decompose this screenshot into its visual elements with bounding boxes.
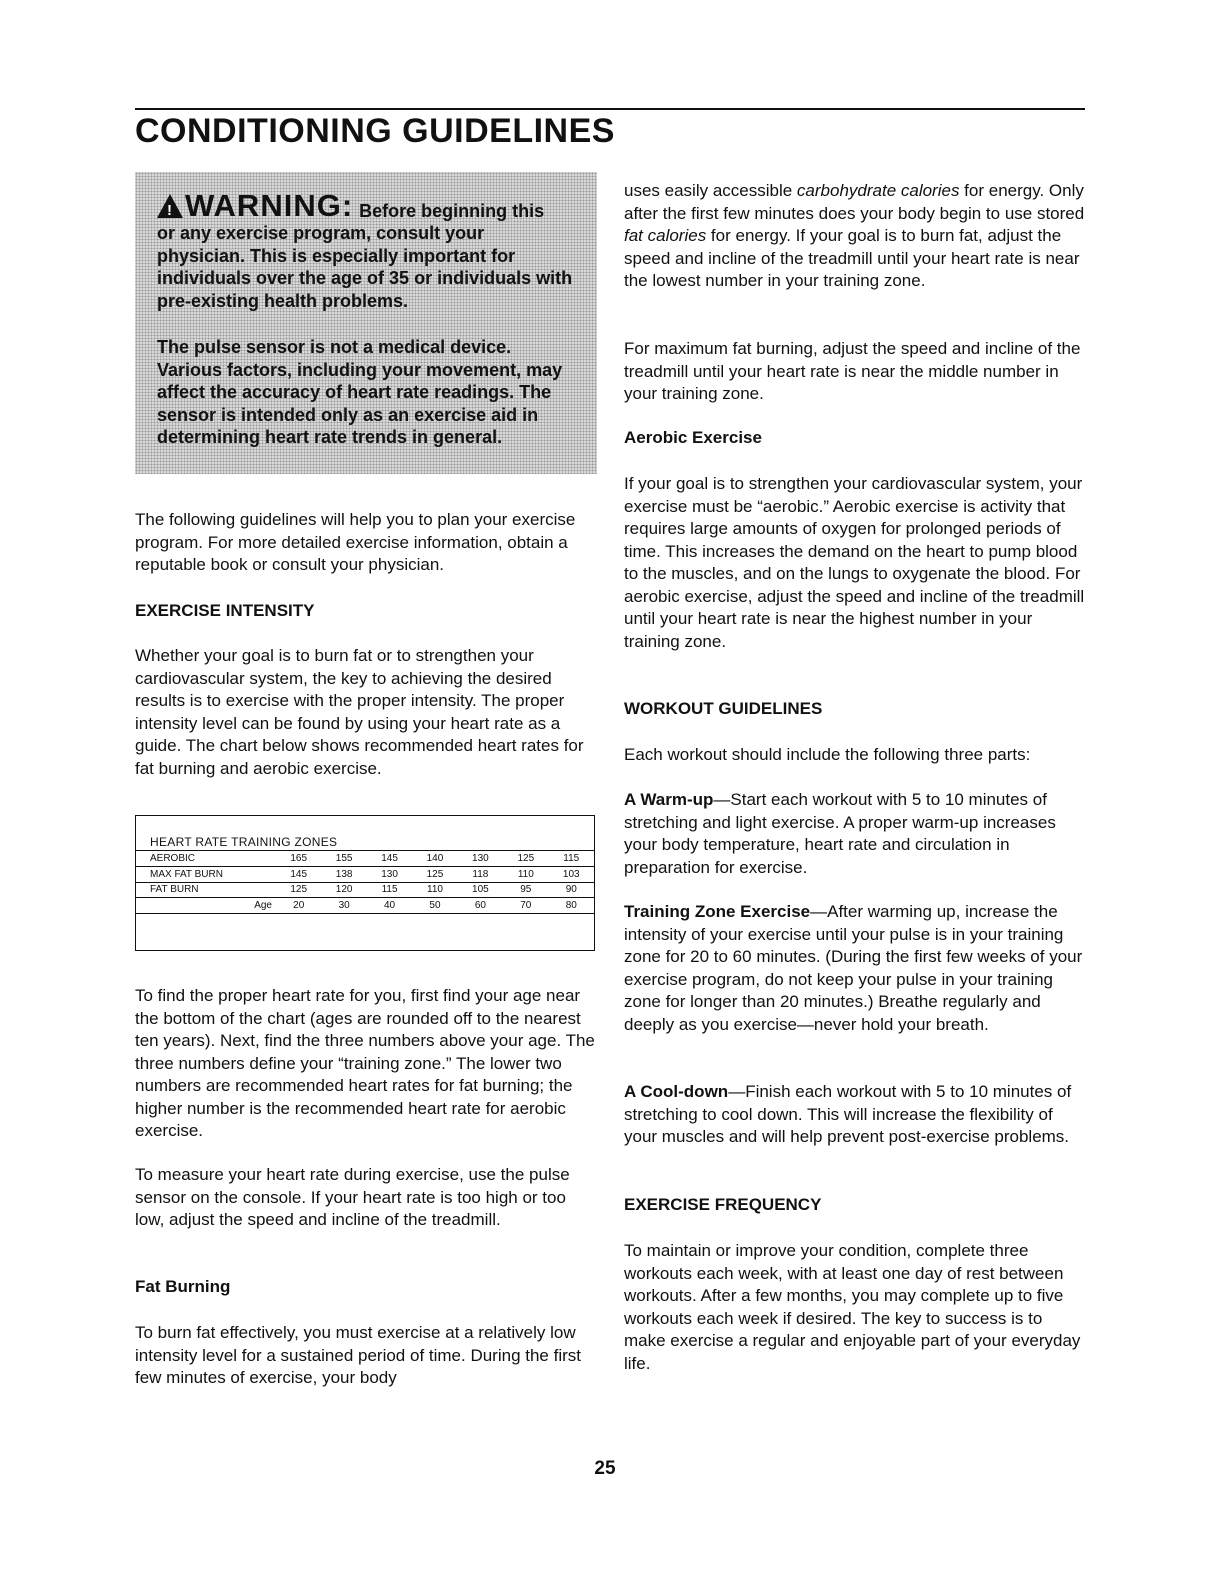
max-fat-paragraph: For maximum fat burning, adjust the speed and incline of the treadmill until your heart rate is near the middle number in your training zone. <box>624 339 1081 403</box>
table-row <box>136 851 594 866</box>
age-cell: 60 <box>458 898 503 914</box>
intro-paragraph: The following guidelines will help you to plan your exercise program. For more detailed exercise information, obtain a reputable book or consult your physician. <box>135 510 576 574</box>
heart-rate-cell: 115 <box>367 882 412 898</box>
row-label: FAT BURN <box>136 882 276 898</box>
page-number: 25 <box>594 1458 616 1479</box>
warning-heading <box>157 190 577 222</box>
warning-word: WARNING: <box>185 188 354 223</box>
age-cell: 30 <box>321 898 366 914</box>
find-rate-paragraph: To find the proper heart rate for you, first find your age near the bottom of the chart (ages are rounded off to the nearest ten years). Next, find the three numbers above your age. The three numbers define your “training zone.” The lower two numbers are recommended heart rates for fat burning; the higher number is the recommended heart rate for aerobic exercise. <box>135 986 595 1140</box>
age-cell: 80 <box>549 898 594 914</box>
age-cell: 20 <box>276 898 321 914</box>
warning-triangle-icon: ! <box>157 194 183 218</box>
workout-guidelines-heading: WORKOUT GUIDELINES <box>624 699 823 718</box>
age-cell: 70 <box>503 898 548 914</box>
warning-text <box>157 190 577 449</box>
heart-rate-cell: 145 <box>367 851 412 866</box>
chart-title: HEART RATE TRAINING ZONES <box>150 835 338 849</box>
training-zone-paragraph: Training Zone Exercise—After warming up, increase the intensity of your exercise until your pulse is in your training zone for 20 to 60 minutes. (During the first few weeks of your exercise program, do not keep your pulse in your training zone for longer than 20 minutes.) Breathe regularly and deeply as you exercise—never hold your breath. <box>624 902 1083 1034</box>
heart-rate-cell: 105 <box>458 882 503 898</box>
title-rule <box>135 108 1085 110</box>
heart-rate-cell: 95 <box>503 882 548 898</box>
fat-burning-paragraph: To burn fat effectively, you must exercise at a relatively low intensity level for a sustained period of time. During the first few minutes of exercise, your body <box>135 1323 581 1387</box>
measure-paragraph: To measure your heart rate during exercise, use the pulse sensor on the console. If your heart rate is too high or too low, adjust the speed and incline of the treadmill. <box>135 1165 570 1229</box>
heart-rate-cell: 115 <box>549 851 594 866</box>
heart-rate-cell: 90 <box>549 882 594 898</box>
heart-rate-cell: 120 <box>321 882 366 898</box>
aerobic-heading: Aerobic Exercise <box>624 428 762 447</box>
heart-rate-cell: 138 <box>321 866 366 882</box>
age-label: Age <box>136 898 276 914</box>
aerobic-paragraph: If your goal is to strengthen your cardiovascular system, your exercise must be “aerobic.” Aerobic exercise is activity that requires large amounts of oxygen for prolonged periods of time. This increases the demand on the heart to pump blood to the muscles, and on the lungs to oxygenate the blood. For aerobic exercise, adjust the speed and incline of the treadmill until your heart rate is near the highest number in your training zone. <box>624 474 1085 651</box>
row-label: AEROBIC <box>136 851 276 866</box>
heart-rate-cell: 140 <box>412 851 457 866</box>
cooldown-paragraph: A Cool-down—Finish each workout with 5 to 10 minutes of stretching to cool down. This will increase the flexibility of your muscles and will help prevent post-exercise problems. <box>624 1082 1072 1146</box>
heart-rate-cell: 118 <box>458 866 503 882</box>
age-cell: 50 <box>412 898 457 914</box>
warning-paragraph-2: The pulse sensor is not a medical device. Various factors, including your movement, may affect the accuracy of heart rate readings. The sensor is intended only as an exercise aid in determining heart rate trends in general. <box>157 337 563 447</box>
exercise-frequency-heading: EXERCISE FREQUENCY <box>624 1195 822 1214</box>
carb-paragraph: uses easily accessible carbohydrate calories for energy. Only after the first few minutes does your body begin to use stored fat calories for energy. If your goal is to burn fat, adjust the speed and incline of the treadmill until your heart rate is near the lowest number in your training zone. <box>624 181 1085 290</box>
heart-rate-cell: 165 <box>276 851 321 866</box>
heart-rate-cell: 130 <box>367 866 412 882</box>
heart-rate-chart <box>135 815 595 951</box>
warning-paragraph-1: or any exercise program, consult your physician. This is especially important for individuals over the age of 35 or individuals with pre-existing health problems. <box>157 223 573 311</box>
page-title: CONDITIONING GUIDELINES <box>135 112 615 150</box>
intensity-paragraph: Whether your goal is to burn fat or to strengthen your cardiovascular system, the key to achieving the desired results is to exercise with the proper intensity. The proper intensity level can be found by using your heart rate as a guide. The chart below shows recommended heart rates for fat burning and aerobic exercise. <box>135 646 584 778</box>
age-row <box>136 898 594 914</box>
zones-table <box>136 851 594 914</box>
frequency-paragraph: To maintain or improve your condition, complete three workouts each week, with at least one day of rest between workouts. After a few months, you may complete up to five workouts each week if desired. The key to success is to make exercise a regular and enjoyable part of your everyday life. <box>624 1241 1081 1373</box>
heart-rate-cell: 155 <box>321 851 366 866</box>
heart-rate-cell: 110 <box>412 882 457 898</box>
fat-burning-heading: Fat Burning <box>135 1277 231 1296</box>
workout-intro: Each workout should include the following three parts: <box>624 745 1031 764</box>
row-label: MAX FAT BURN <box>136 866 276 882</box>
heart-rate-cell: 103 <box>549 866 594 882</box>
heart-rate-cell: 125 <box>412 866 457 882</box>
table-row <box>136 882 594 898</box>
warmup-paragraph: A Warm-up—Start each workout with 5 to 10 minutes of stretching and light exercise. A proper warm-up increases your body temperature, heart rate and circulation in preparation for exercise. <box>624 790 1056 877</box>
heart-rate-cell: 110 <box>503 866 548 882</box>
warning-lead: Before beginning this <box>359 200 545 221</box>
heart-rate-cell: 125 <box>503 851 548 866</box>
heart-rate-cell: 125 <box>276 882 321 898</box>
heart-rate-cell: 145 <box>276 866 321 882</box>
heart-rate-cell: 130 <box>458 851 503 866</box>
warning-box <box>135 172 597 474</box>
age-cell: 40 <box>367 898 412 914</box>
exercise-intensity-heading: EXERCISE INTENSITY <box>135 601 315 620</box>
table-row <box>136 866 594 882</box>
